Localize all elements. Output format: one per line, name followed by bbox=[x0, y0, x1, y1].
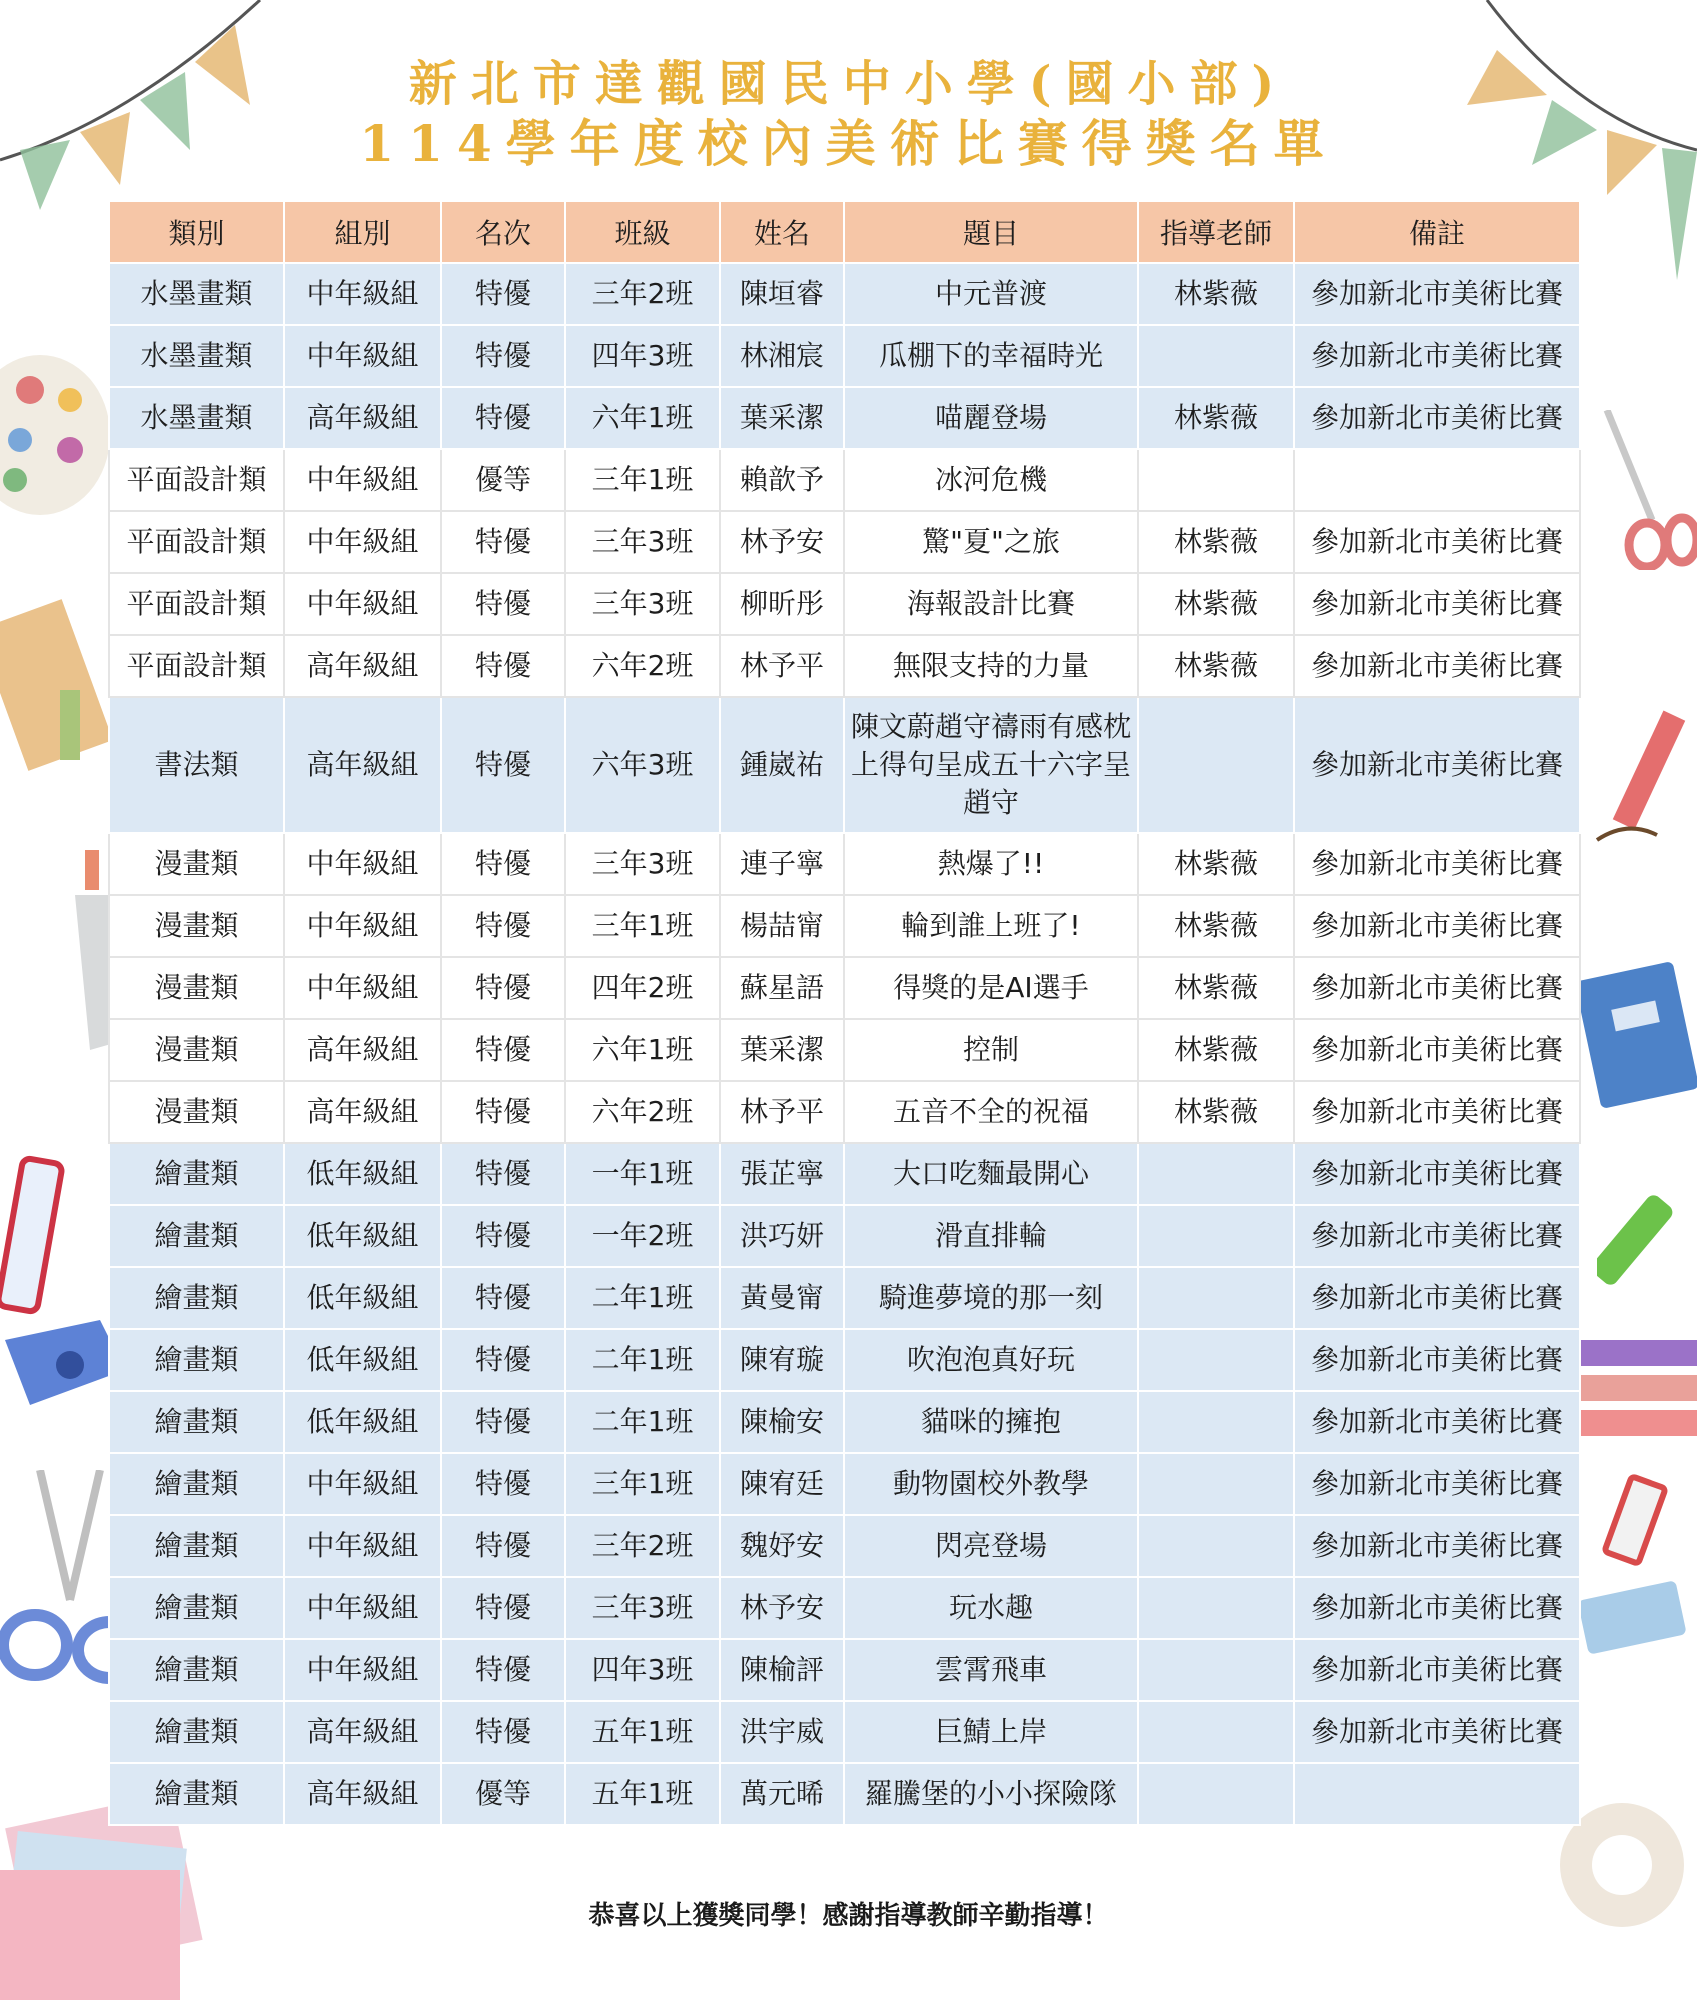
eraser-icon bbox=[1577, 1570, 1697, 1660]
cell-class: 三年1班 bbox=[565, 449, 720, 511]
cell-group: 中年級組 bbox=[284, 1453, 441, 1515]
cell-note: 參加新北市美術比賽 bbox=[1294, 895, 1580, 957]
cell-teacher bbox=[1138, 1515, 1294, 1577]
cell-category: 水墨畫類 bbox=[109, 263, 284, 325]
cell-group: 中年級組 bbox=[284, 1515, 441, 1577]
cell-class: 六年1班 bbox=[565, 1019, 720, 1081]
table-row bbox=[109, 263, 1580, 325]
cell-topic: 中元普渡 bbox=[844, 263, 1138, 325]
cell-name: 林予安 bbox=[720, 511, 844, 573]
cell-name: 陳榆評 bbox=[720, 1639, 844, 1701]
cell-teacher bbox=[1138, 697, 1294, 833]
cell-teacher bbox=[1138, 1577, 1294, 1639]
cell-class: 四年3班 bbox=[565, 325, 720, 387]
cell-teacher: 林紫薇 bbox=[1138, 635, 1294, 697]
cell-name: 魏妤安 bbox=[720, 1515, 844, 1577]
cell-note: 參加新北市美術比賽 bbox=[1294, 1577, 1580, 1639]
table-row bbox=[109, 1701, 1580, 1763]
cell-rank: 特優 bbox=[441, 1391, 565, 1453]
cell-name: 張芷寧 bbox=[720, 1143, 844, 1205]
table-row bbox=[109, 1391, 1580, 1453]
award-table bbox=[108, 200, 1581, 1826]
cell-category: 繪畫類 bbox=[109, 1763, 284, 1825]
cell-rank: 特優 bbox=[441, 697, 565, 833]
cell-teacher: 林紫薇 bbox=[1138, 573, 1294, 635]
cell-rank: 特優 bbox=[441, 833, 565, 895]
cell-name: 柳昕彤 bbox=[720, 573, 844, 635]
cell-teacher bbox=[1138, 449, 1294, 511]
page-title-award-list: 114學年度校內美術比賽得獎名單 bbox=[359, 114, 1338, 173]
cell-teacher bbox=[1138, 1701, 1294, 1763]
cell-note: 參加新北市美術比賽 bbox=[1294, 1639, 1580, 1701]
table-row bbox=[109, 1577, 1580, 1639]
cell-class: 六年2班 bbox=[565, 1081, 720, 1143]
cell-group: 中年級組 bbox=[284, 263, 441, 325]
table-row bbox=[109, 511, 1580, 573]
cell-group: 低年級組 bbox=[284, 1267, 441, 1329]
cell-category: 繪畫類 bbox=[109, 1391, 284, 1453]
cell-name: 賴歆予 bbox=[720, 449, 844, 511]
cell-rank: 特優 bbox=[441, 635, 565, 697]
cell-teacher: 林紫薇 bbox=[1138, 387, 1294, 449]
scissors-right-icon bbox=[1597, 410, 1697, 570]
cell-class: 六年1班 bbox=[565, 387, 720, 449]
cell-name: 林予安 bbox=[720, 1577, 844, 1639]
cell-note: 參加新北市美術比賽 bbox=[1294, 511, 1580, 573]
cell-class: 三年3班 bbox=[565, 1577, 720, 1639]
cell-note: 參加新北市美術比賽 bbox=[1294, 1515, 1580, 1577]
cell-topic: 巨鯖上岸 bbox=[844, 1701, 1138, 1763]
header-group: 組別 bbox=[284, 201, 441, 263]
cell-class: 三年1班 bbox=[565, 1453, 720, 1515]
cell-name: 林湘宸 bbox=[720, 325, 844, 387]
cell-group: 中年級組 bbox=[284, 1577, 441, 1639]
table-row bbox=[109, 1639, 1580, 1701]
paint-palette-icon bbox=[0, 350, 110, 520]
cell-name: 林予平 bbox=[720, 635, 844, 697]
cell-rank: 特優 bbox=[441, 511, 565, 573]
cell-rank: 特優 bbox=[441, 1515, 565, 1577]
cell-note: 參加新北市美術比賽 bbox=[1294, 1391, 1580, 1453]
cell-name: 陳垣睿 bbox=[720, 263, 844, 325]
cell-name: 蘇星語 bbox=[720, 957, 844, 1019]
table-row bbox=[109, 1515, 1580, 1577]
cell-topic: 大口吃麵最開心 bbox=[844, 1143, 1138, 1205]
cell-note: 參加新北市美術比賽 bbox=[1294, 1267, 1580, 1329]
cell-rank: 特優 bbox=[441, 1019, 565, 1081]
cell-class: 三年2班 bbox=[565, 263, 720, 325]
cell-group: 高年級組 bbox=[284, 1081, 441, 1143]
cell-class: 五年1班 bbox=[565, 1701, 720, 1763]
header-class: 班級 bbox=[565, 201, 720, 263]
cell-class: 三年2班 bbox=[565, 1515, 720, 1577]
cell-group: 低年級組 bbox=[284, 1205, 441, 1267]
cell-note: 參加新北市美術比賽 bbox=[1294, 263, 1580, 325]
table-row bbox=[109, 1329, 1580, 1391]
cell-class: 二年1班 bbox=[565, 1329, 720, 1391]
cell-topic: 貓咪的擁抱 bbox=[844, 1391, 1138, 1453]
cell-topic: 吹泡泡真好玩 bbox=[844, 1329, 1138, 1391]
cell-teacher: 林紫薇 bbox=[1138, 263, 1294, 325]
cell-teacher bbox=[1138, 1329, 1294, 1391]
cell-rank: 特優 bbox=[441, 1577, 565, 1639]
cell-teacher bbox=[1138, 1267, 1294, 1329]
cell-note: 參加新北市美術比賽 bbox=[1294, 833, 1580, 895]
cell-note: 參加新北市美術比賽 bbox=[1294, 1205, 1580, 1267]
cell-class: 六年2班 bbox=[565, 635, 720, 697]
table-row bbox=[109, 1019, 1580, 1081]
cell-name: 洪宇威 bbox=[720, 1701, 844, 1763]
cell-category: 漫畫類 bbox=[109, 1019, 284, 1081]
cell-group: 中年級組 bbox=[284, 957, 441, 1019]
cell-topic: 無限支持的力量 bbox=[844, 635, 1138, 697]
cell-category: 漫畫類 bbox=[109, 1081, 284, 1143]
paint-tube-icon bbox=[1597, 1470, 1677, 1580]
notebook-icon bbox=[1577, 950, 1697, 1110]
cell-rank: 特優 bbox=[441, 1143, 565, 1205]
cell-teacher bbox=[1138, 1639, 1294, 1701]
cell-name: 連子寧 bbox=[720, 833, 844, 895]
cell-name: 陳宥璇 bbox=[720, 1329, 844, 1391]
cell-rank: 特優 bbox=[441, 325, 565, 387]
table-row bbox=[109, 957, 1580, 1019]
cell-category: 水墨畫類 bbox=[109, 387, 284, 449]
cell-category: 書法類 bbox=[109, 697, 284, 833]
cell-note: 參加新北市美術比賽 bbox=[1294, 1701, 1580, 1763]
cell-rank: 特優 bbox=[441, 263, 565, 325]
cell-category: 繪畫類 bbox=[109, 1453, 284, 1515]
cell-category: 繪畫類 bbox=[109, 1143, 284, 1205]
cell-group: 高年級組 bbox=[284, 387, 441, 449]
cell-rank: 優等 bbox=[441, 449, 565, 511]
table-row bbox=[109, 325, 1580, 387]
marker-icon bbox=[1597, 1180, 1697, 1300]
table-row bbox=[109, 895, 1580, 957]
cell-group: 高年級組 bbox=[284, 1019, 441, 1081]
cell-category: 平面設計類 bbox=[109, 511, 284, 573]
cell-note: 參加新北市美術比賽 bbox=[1294, 1453, 1580, 1515]
cell-name: 洪巧妍 bbox=[720, 1205, 844, 1267]
header-topic: 題目 bbox=[844, 201, 1138, 263]
cell-topic: 玩水趣 bbox=[844, 1577, 1138, 1639]
cell-class: 二年1班 bbox=[565, 1267, 720, 1329]
cell-topic: 喵麗登場 bbox=[844, 387, 1138, 449]
cell-name: 黃曼甯 bbox=[720, 1267, 844, 1329]
cell-rank: 特優 bbox=[441, 387, 565, 449]
page-title-school: 新北市達觀國民中小學(國小部) bbox=[408, 56, 1289, 112]
cell-class: 二年1班 bbox=[565, 1391, 720, 1453]
pencil-case-icon bbox=[0, 590, 110, 790]
table-row bbox=[109, 1081, 1580, 1143]
cell-name: 林予平 bbox=[720, 1081, 844, 1143]
cell-group: 高年級組 bbox=[284, 1701, 441, 1763]
cell-note bbox=[1294, 449, 1580, 511]
table-row bbox=[109, 573, 1580, 635]
cell-category: 水墨畫類 bbox=[109, 325, 284, 387]
cell-topic: 熱爆了!! bbox=[844, 833, 1138, 895]
cell-name: 鍾崴祐 bbox=[720, 697, 844, 833]
header-teacher: 指導老師 bbox=[1138, 201, 1294, 263]
cell-topic: 驚"夏"之旅 bbox=[844, 511, 1138, 573]
cell-category: 繪畫類 bbox=[109, 1329, 284, 1391]
header-note: 備註 bbox=[1294, 201, 1580, 263]
cell-note: 參加新北市美術比賽 bbox=[1294, 635, 1580, 697]
cell-teacher: 林紫薇 bbox=[1138, 833, 1294, 895]
header-name: 姓名 bbox=[720, 201, 844, 263]
cell-topic: 控制 bbox=[844, 1019, 1138, 1081]
cell-rank: 特優 bbox=[441, 895, 565, 957]
cell-class: 四年3班 bbox=[565, 1639, 720, 1701]
cell-teacher bbox=[1138, 1391, 1294, 1453]
table-row bbox=[109, 1205, 1580, 1267]
cell-rank: 特優 bbox=[441, 1267, 565, 1329]
cell-group: 低年級組 bbox=[284, 1329, 441, 1391]
cell-class: 五年1班 bbox=[565, 1763, 720, 1825]
cell-topic: 動物園校外教學 bbox=[844, 1453, 1138, 1515]
cell-teacher bbox=[1138, 1763, 1294, 1825]
table-row bbox=[109, 1453, 1580, 1515]
glue-stick-icon bbox=[0, 1150, 70, 1320]
cell-note: 參加新北市美術比賽 bbox=[1294, 697, 1580, 833]
cell-category: 漫畫類 bbox=[109, 895, 284, 957]
cell-teacher bbox=[1138, 1205, 1294, 1267]
cell-name: 葉采潔 bbox=[720, 387, 844, 449]
header-category: 類別 bbox=[109, 201, 284, 263]
cell-class: 六年3班 bbox=[565, 697, 720, 833]
cell-category: 平面設計類 bbox=[109, 635, 284, 697]
cell-topic: 騎進夢境的那一刻 bbox=[844, 1267, 1138, 1329]
cell-group: 高年級組 bbox=[284, 697, 441, 833]
cell-topic: 海報設計比賽 bbox=[844, 573, 1138, 635]
cell-teacher: 林紫薇 bbox=[1138, 1081, 1294, 1143]
cell-rank: 優等 bbox=[441, 1763, 565, 1825]
cell-class: 四年2班 bbox=[565, 957, 720, 1019]
cell-topic: 輪到誰上班了! bbox=[844, 895, 1138, 957]
cell-group: 中年級組 bbox=[284, 511, 441, 573]
cell-category: 平面設計類 bbox=[109, 573, 284, 635]
cell-rank: 特優 bbox=[441, 1205, 565, 1267]
cell-category: 平面設計類 bbox=[109, 449, 284, 511]
cell-rank: 特優 bbox=[441, 957, 565, 1019]
table-row bbox=[109, 635, 1580, 697]
table-row bbox=[109, 1267, 1580, 1329]
pencil-icon bbox=[1587, 700, 1697, 860]
cell-rank: 特優 bbox=[441, 1081, 565, 1143]
cell-note: 參加新北市美術比賽 bbox=[1294, 1143, 1580, 1205]
cell-topic: 閃亮登場 bbox=[844, 1515, 1138, 1577]
header-rank: 名次 bbox=[441, 201, 565, 263]
cell-group: 中年級組 bbox=[284, 573, 441, 635]
cell-category: 漫畫類 bbox=[109, 957, 284, 1019]
cell-category: 繪畫類 bbox=[109, 1515, 284, 1577]
cell-topic: 羅騰堡的小小探險隊 bbox=[844, 1763, 1138, 1825]
cell-class: 一年2班 bbox=[565, 1205, 720, 1267]
congratulations-footer: 恭喜以上獲獎同學！感謝指導教師辛勤指導！ bbox=[588, 1901, 1109, 1931]
cell-rank: 特優 bbox=[441, 1453, 565, 1515]
cell-rank: 特優 bbox=[441, 573, 565, 635]
cell-note: 參加新北市美術比賽 bbox=[1294, 1019, 1580, 1081]
cell-note: 參加新北市美術比賽 bbox=[1294, 573, 1580, 635]
cell-topic: 得獎的是AI選手 bbox=[844, 957, 1138, 1019]
cell-group: 高年級組 bbox=[284, 635, 441, 697]
table-row bbox=[109, 387, 1580, 449]
table-row bbox=[109, 1143, 1580, 1205]
cell-rank: 特優 bbox=[441, 1639, 565, 1701]
cell-group: 中年級組 bbox=[284, 895, 441, 957]
cell-group: 低年級組 bbox=[284, 1391, 441, 1453]
table-row bbox=[109, 833, 1580, 895]
table-row bbox=[109, 1763, 1580, 1825]
cell-group: 中年級組 bbox=[284, 449, 441, 511]
cell-topic: 陳文蔚趙守禱雨有感枕上得句呈成五十六字呈趙守 bbox=[844, 697, 1138, 833]
cell-teacher bbox=[1138, 325, 1294, 387]
cell-group: 中年級組 bbox=[284, 325, 441, 387]
award-table-container bbox=[108, 200, 1579, 1826]
colored-pencils-icon bbox=[1577, 1330, 1697, 1460]
cell-note: 參加新北市美術比賽 bbox=[1294, 1081, 1580, 1143]
cell-note: 參加新北市美術比賽 bbox=[1294, 957, 1580, 1019]
cell-category: 繪畫類 bbox=[109, 1639, 284, 1701]
cell-teacher bbox=[1138, 1143, 1294, 1205]
cell-topic: 滑直排輪 bbox=[844, 1205, 1138, 1267]
cell-topic: 冰河危機 bbox=[844, 449, 1138, 511]
cell-note: 參加新北市美術比賽 bbox=[1294, 325, 1580, 387]
cell-teacher: 林紫薇 bbox=[1138, 895, 1294, 957]
cell-note bbox=[1294, 1763, 1580, 1825]
cell-teacher: 林紫薇 bbox=[1138, 511, 1294, 573]
cell-topic: 瓜棚下的幸福時光 bbox=[844, 325, 1138, 387]
cell-name: 陳榆安 bbox=[720, 1391, 844, 1453]
table-row bbox=[109, 697, 1580, 833]
cell-note: 參加新北市美術比賽 bbox=[1294, 1329, 1580, 1391]
cell-class: 一年1班 bbox=[565, 1143, 720, 1205]
cell-group: 高年級組 bbox=[284, 1763, 441, 1825]
cell-name: 葉采潔 bbox=[720, 1019, 844, 1081]
cell-category: 繪畫類 bbox=[109, 1577, 284, 1639]
cell-group: 中年級組 bbox=[284, 833, 441, 895]
table-header-row bbox=[109, 201, 1580, 263]
cell-teacher: 林紫薇 bbox=[1138, 957, 1294, 1019]
cell-name: 萬元晞 bbox=[720, 1763, 844, 1825]
cell-category: 漫畫類 bbox=[109, 833, 284, 895]
cell-name: 陳宥廷 bbox=[720, 1453, 844, 1515]
cell-class: 三年3班 bbox=[565, 573, 720, 635]
cell-note: 參加新北市美術比賽 bbox=[1294, 387, 1580, 449]
cell-class: 三年1班 bbox=[565, 895, 720, 957]
cell-group: 低年級組 bbox=[284, 1143, 441, 1205]
cell-class: 三年3班 bbox=[565, 833, 720, 895]
cell-class: 三年3班 bbox=[565, 511, 720, 573]
cell-topic: 雲霄飛車 bbox=[844, 1639, 1138, 1701]
cell-teacher bbox=[1138, 1453, 1294, 1515]
cell-rank: 特優 bbox=[441, 1701, 565, 1763]
cell-category: 繪畫類 bbox=[109, 1267, 284, 1329]
cell-group: 中年級組 bbox=[284, 1639, 441, 1701]
cell-teacher: 林紫薇 bbox=[1138, 1019, 1294, 1081]
table-row bbox=[109, 449, 1580, 511]
cell-rank: 特優 bbox=[441, 1329, 565, 1391]
cell-category: 繪畫類 bbox=[109, 1701, 284, 1763]
cell-name: 楊喆甯 bbox=[720, 895, 844, 957]
cell-topic: 五音不全的祝福 bbox=[844, 1081, 1138, 1143]
cell-category: 繪畫類 bbox=[109, 1205, 284, 1267]
